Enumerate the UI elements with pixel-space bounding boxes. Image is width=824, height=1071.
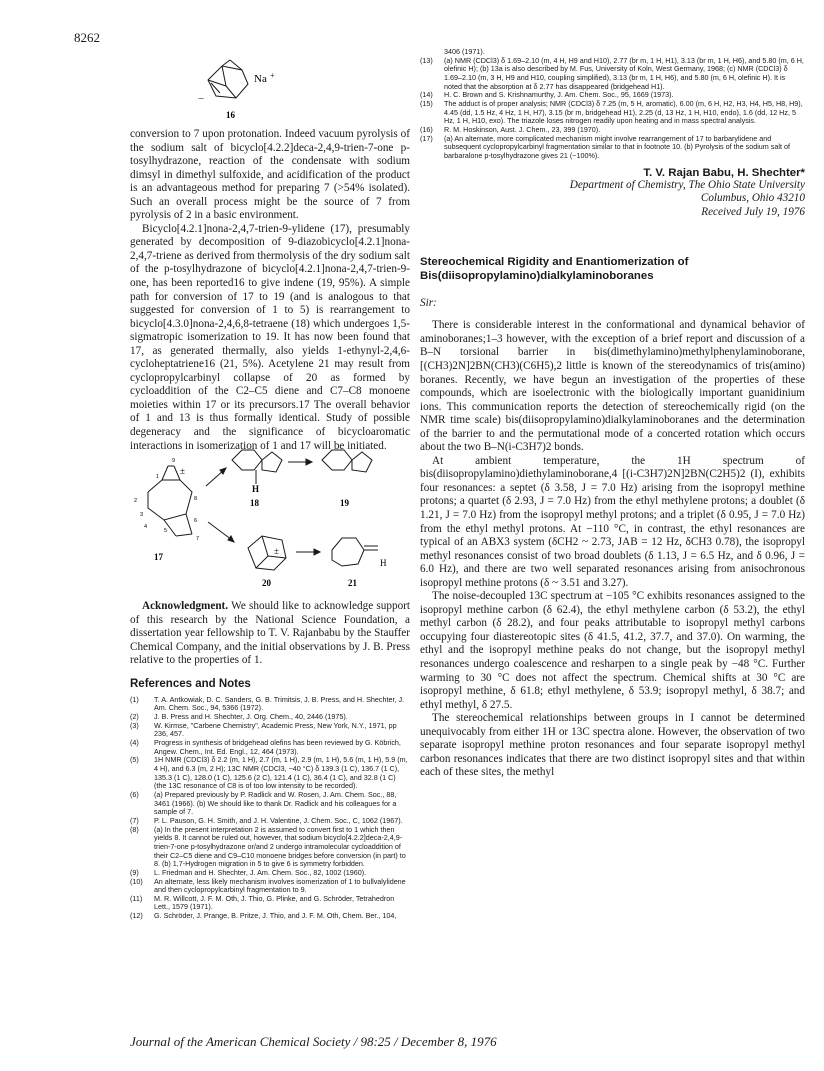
right-paragraph-4: The stereochemical relationships between groups in I cannot be determined unequivocably from either 1H or 13C spectra alone. However, the observation of two separate isopropyl methine proton resonances and four separate isopropyl methyl carbon resonances indicates that there are two distinct isopropyl sites and that within each of these sites, the methyl <box>420 712 805 779</box>
references-list-right <box>420 48 805 161</box>
acknowledgment-heading: Acknowledgment. <box>142 600 229 612</box>
reference-item: (2) J. B. Press and H. Shechter, J. Org. Chem., 40, 2446 (1975). <box>130 712 348 722</box>
reference-item: (11) M. R. Willcott, J. F. M. Oth, J. Thio, G. Plinke, and G. Schröder, Tetrahedron Lett., 1579 (1971). <box>130 893 395 912</box>
compound-17-label: 17 <box>154 552 163 562</box>
atom-number-9: 9 <box>172 458 176 464</box>
left-paragraph-1: conversion to 7 upon protonation. Indeed vacuum pyrolysis of the sodium salt of bicyclo[4.2.2]deca-2,4,9-trien-7-one p-tosylhydrazone, reaction of the condensate with sodium dimsyl in dimethyl sulfoxide, and acidification of the product is an advantageous method for preparing 7 (>54% isolated). Such an overall process might be the source of 7 from pyrolysis of 2 in a basic environment. <box>130 128 410 222</box>
article-title-line-2: Bis(diisopropylamino)dialkylaminoboranes <box>420 270 654 283</box>
salutation: Sir: <box>420 297 437 310</box>
acknowledgment-text: We should like to acknowledge support of this research by the National Science Foundation, a dissertation year fellowship to T. V. Rajanbabu by the Stauffer Chemical Company, and the initial observations by J. B. Press relative to the properties of 1. <box>130 600 410 667</box>
reference-item: (8) (a) In the present interpretation 2 is assumed to convert first to 1 which then yields 8. It cannot be ruled out, however, that sodium bicyclo[4.2.2]deca-2,4,9-trien-7-one p-tosylhydrazone or/and 2 undergo intramolecular cycloaddition of their C2–C5 diene and C9–C10 monoene bridges before conversion (in part) to 8. (b) 1,7-Hydrogen migration in 5 to give 6 is symmetry forbidden. <box>130 824 406 869</box>
affiliation-department: Department of Chemistry, The Ohio State University <box>569 178 805 191</box>
authors: T. V. Rajan Babu, H. Shechter* <box>643 166 805 179</box>
page-number: 8262 <box>74 30 100 45</box>
reference-item: (1) T. A. Antkowiak, D. C. Sanders, G. B. Trimitsis, J. B. Press, and H. Shechter, J. Am. Chem. Soc., 94, 5366 (1972). <box>130 694 405 713</box>
references-heading: References and Notes <box>130 677 251 690</box>
reaction-scheme <box>128 440 408 590</box>
svg-text:−: − <box>198 93 205 105</box>
atom-number-5: 5 <box>164 528 168 534</box>
right-paragraph-3: The noise-decoupled 13C spectrum at −105 °C exhibits resonances assigned to the isopropyl methine carbon (δ 62.4), the ethyl methylene carbon (δ 53.2), the ethyl methyl carbon (δ 28.2), and four peaks attributable to isopropyl methyl carbons occupying four diastereotopic sites (δ 41.5, 41.2, 37.7, and 37.0). On warming, the ethyl and the isopropyl methine peaks do not change, but the isopropyl methyl resonances undergo coalescence and resharpen to a single peak by −48 °C. Further warming to 30 °C does not affect the spectrum. Chemical shifts at 30 °C are isopropyl methine, δ 61.8; ethyl methylene, δ 53.9; isopropyl methyl, δ 38.7; and ethyl methyl, δ 27.5. <box>420 590 805 711</box>
compound-18-label: 18 <box>250 498 259 508</box>
reference-item: (17) (a) An alternate, more complicated mechanism might involve rearrangement of 17 to barbarylidene and subsequent cyclopropylcarbinyl fragmentation similar to that in footnote 10. (b) Pyrolysis of the sodium salt of barbaralone p-tosylhydrazone gives 21 (~100%). <box>420 133 790 160</box>
compound-19-label: 19 <box>340 498 349 508</box>
atom-number-7: 7 <box>196 536 200 542</box>
pm-sign-17: ± <box>180 466 185 476</box>
reference-item: (5) 1H NMR (CDCl3) δ 2.2 (m, 1 H), 2.7 (m, 1 H), 2.9 (m, 1 H), 5.6 (m, 1 H), 5.9 (m, 4 H), and 6.3 (m, 2 H); 13C NMR (CDCl3, −40 °C) δ 139.3 (1 C), 136.7 (1 C), 135.3 (1 C), 128.0 (1 C), 125.6 (2 C), 121.4 (1 C), 36.4 (1 C), and 32.8 (1 C) (the 13C resonance of C8 is of too low intensity to be recorded). <box>130 755 408 791</box>
h-label-18: H <box>252 484 260 494</box>
reference-item: (3) W. Kirmse, "Carbene Chemistry", Academic Press, New York, N.Y., 1971, pp 236, 457. <box>130 720 397 739</box>
affiliation <box>420 179 805 220</box>
reference-item: (15) The adduct is of proper analysis; NMR (CDCl3) δ 7.25 (m, 5 H, aromatic), 6.00 (m, 6 H, H2, H3, H4, H5, H8, H9), 4.45 (dd, 1.5 Hz, 4 Hz, 1 H, H7), 3.15 (br m, bridgehead H1), 2.25 (d, 13 Hz, 1 H, H10, endo), 1.6 (dd, 12 Hz, 5 Hz, 1 H, H10, exo). The triazole loses nitrogen readily upon heating and in mass spectral analysis. <box>420 98 803 126</box>
left-column-lower <box>130 600 410 921</box>
atom-number-1: 1 <box>156 474 160 480</box>
left-paragraph-2: Bicyclo[4.2.1]nona-2,4,7-trien-9-ylidene (17), presumably generated by decomposition of 9-diazobicyclo[4.2.1]nona-2,4,7-triene as derived from thermolysis of the dry sodium salt of the p-tosylhydrazone of bicyclo[4.2.1]nona-2,4,7-trien-9-one, has been reported16 to give indene (19, 95%). A simple path for conversion of 17 to 19 (and is analogous to that suggested for conversion of 1 to 5) is rearrangement to bicyclo[4.3.0]nona-2,4,6,8-tetraene (18) which undergoes 1,5-sigmatropic isomerization to 19. It has now been found that 17, as generated thermally, also yields 1-ethynyl-2,4,6-cycloheptatriene16 (21, 5%). Acetylene 21 may result from cyclopropylcarbinyl collapse of 20 as formed by cycloaddition of the C2–C5 diene and C7–C8 monoene moieties within 17 or its precursors.17 The overall behavior of 1 and 13 is thus formally identical. Study of possible degeneracy and the significance of bicycloaromatic interactions in isomerization of 1 and 17 will be initiated. <box>130 222 410 452</box>
reference-item: (6) (a) Prepared previously by P. Radlick and W. Rosen, J. Am. Chem. Soc., 88, 3461 (1966). (b) We should like to thank Dr. Radlick and his colleagues for a sample of 7. <box>130 789 397 817</box>
compound-20-label: 20 <box>262 578 271 588</box>
received-date: Received July 19, 1976 <box>701 205 805 218</box>
reference-item: 3406 (1971). <box>444 47 485 56</box>
affiliation-city: Columbus, Ohio 43210 <box>700 192 805 205</box>
na-charge: + <box>270 71 275 80</box>
right-body <box>420 319 805 780</box>
reference-item: (9) L. Friedman and H. Shechter, J. Am. Chem. Soc., 82, 1002 (1960). <box>130 867 367 877</box>
na-label: Na <box>254 73 267 85</box>
right-paragraph-1: There is considerable interest in the conformational and dynamical behavior of aminoboranes;1–3 however, with the exception of a brief report and discussion of a B–N torsional barrier in bis(dimethylamino)methylphenylaminoborane, [(CH3)2N]2BN(CH3)(C6H5),2 little is known of the stereodynamics of tris(amino) boranes. Recently, we have begun an investigation of the properties of these compounds, which are isoelectronic with the biologically important guanidinium ions. This communication reports the detection of stereochemically rigid (on the NMR time scale) bis(diisopropylamino)dialkylaminoboranes and the determination of the barrier to and the permutational mode of a concerted rotation which occurs about the two B–N(i-C3H7)2 bonds. <box>420 319 805 454</box>
right-column <box>420 48 805 780</box>
article-title-line-1: Stereochemical Rigidity and Enantiomerization of <box>420 256 689 269</box>
compound-16-label: 16 <box>226 110 235 120</box>
atom-number-4: 4 <box>144 524 148 530</box>
h-label-21: H <box>380 558 387 568</box>
atom-number-6: 6 <box>194 518 198 524</box>
compound-21-label: 21 <box>348 578 357 588</box>
reference-item: (13) (a) NMR (CDCl3) δ 1.69–2.10 (m, 4 H, H9 and H10), 2.77 (br m, 1 H, H1), 3.13 (br m, 1 H, H6), and 5.80 (m, 6 H, olefinic H); (b) 13a is also described by M. Fus, University of Koln, West Germany, 1968; (c) NMR (CDCl3) δ 1.69–2.10 (m, 3 H, H9 and H10, coupling simplified), 3.13 (br m, 1 H, H6), and 5.80 (m, 6 H, olefinic H). It is noted that the absorption at δ 2.77 has disappeared (bridgehead H1). <box>420 55 804 91</box>
atom-number-3: 3 <box>140 512 144 518</box>
references-list-left <box>130 696 410 921</box>
left-column <box>130 48 410 453</box>
reference-item: (10) An alternate, less likely mechanism involves isomerization of 1 to bullvalylidene and then cyclopropylcarbinyl fragmentation to 9. <box>130 876 406 895</box>
right-paragraph-2: At ambient temperature, the 1H spectrum of bis(diisopropylamino)diethylaminoborane,4 [(i-C3H7)2N]2BN(C2H5)2 (I), exhibits four resonances: a septet (δ 3.58, J = 7.0 Hz) arising from the isopropyl methine protons; a quartet (δ 2.93, J = 7.0 Hz) from the ethyl methylene protons; a doublet (δ 1.21, J = 7.0 Hz) from the isopropyl methyl protons; and a triplet (δ 0.95, J = 7.0 Hz) from the ethyl methyl protons. At −110 °C, in contrast, the ethyl resonances are typical of an ABX3 system (δCH2 ~ 2.73, JAB = 12 Hz, δCH3 0.78), the isopropyl methyl resonances consist of two broad doublets (δ 1.13, J = 6.5 Hz, and δ 0.96, J = 6.0 Hz), and there are two well separated resonances arising from anisochronous isopropyl methine protons (δ ~ 3.51 and 3.27). <box>420 454 805 589</box>
reference-item: (16) R. M. Hoskinson, Aust. J. Chem., 23, 399 (1970). <box>420 124 601 134</box>
journal-footer: Journal of the American Chemical Society / 98:25 / December 8, 1976 <box>130 1034 497 1049</box>
atom-number-8: 8 <box>194 496 198 502</box>
reference-item: (7) P. L. Pauson, G. H. Smith, and J. H. Valentine, J. Chem. Soc., C, 1062 (1967). <box>130 815 403 825</box>
atom-number-2: 2 <box>134 498 138 504</box>
acknowledgment <box>130 600 410 668</box>
reaction-scheme-figure <box>128 440 408 590</box>
reference-item: (14) H. C. Brown and S. Krishnamurthy, J. Am. Chem. Soc., 95, 1669 (1973). <box>420 90 674 100</box>
reference-item: (4) Progress in synthesis of bridgehead olefins has been reviewed by G. Köbrich, Angew. Chem., Int. Ed. Engl., 12, 464 (1973). <box>130 738 401 756</box>
reference-item: (12) G. Schröder, J. Prange, B. Pritze, J. Thio, and J. F. M. Oth, Chem. Ber., 104, <box>130 911 397 921</box>
article-title <box>420 255 805 283</box>
pm-sign-20: ± <box>274 546 279 556</box>
